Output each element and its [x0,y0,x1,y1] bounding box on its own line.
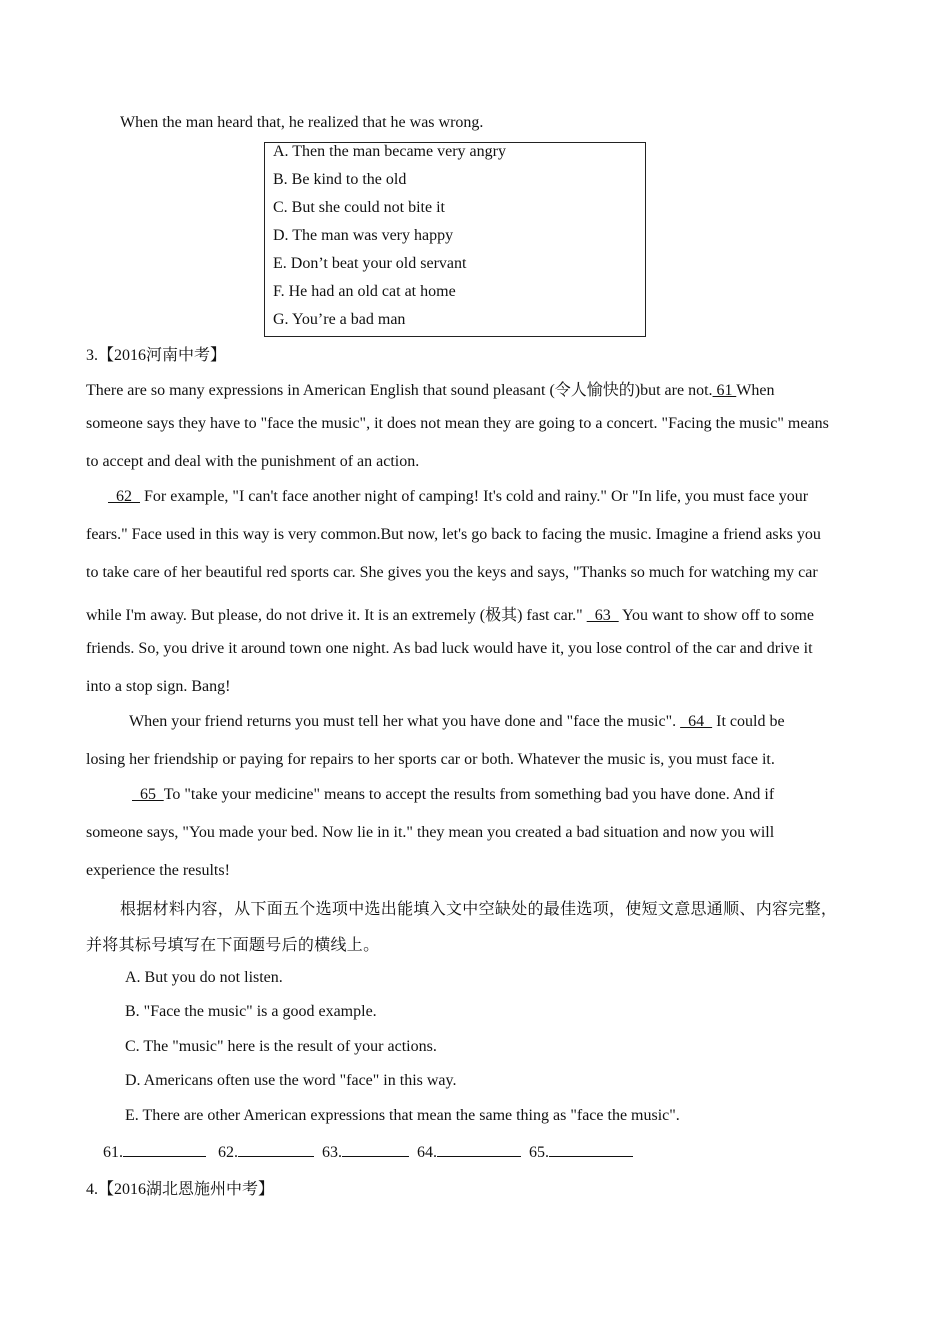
answer-blank-63[interactable] [342,1142,409,1157]
passage-line: 62 For example, "I can't face another night of camping! It's cold and rainy." Or "In life, you must face your [108,488,809,505]
passage-line: someone says they have to "face the music", it does not mean they are going to a concert. "Facing the music" means [86,415,829,432]
passage-line: fears." Face used in this way is very common.But now, let's go back to facing the music. Imagine a friend asks you [86,526,821,543]
passage-line: to accept and deal with the punishment of an action. [86,453,420,470]
box-option: B. Be kind to the old [273,171,407,188]
box-option: D. The man was very happy [273,227,454,244]
passage-line: experience the results! [86,862,230,879]
answer-option: B. "Face the music" is a good example. [125,1003,377,1020]
answer-option: C. The "music" here is the result of your actions. [125,1038,437,1055]
box-option: E. Don’t beat your old servant [273,255,467,272]
passage-line: someone says, "You made your bed. Now lie in it." they mean you created a bad situation and now you will [86,824,775,841]
answer-blanks: 61. 62. 63. 64. 65. [103,1142,633,1162]
passage-line: while I'm away. But please, do not drive it. It is an extremely (极其) fast car." 63 You want to show off to some [86,607,814,624]
blank-63: 63 [586,607,619,624]
answer-option: D. Americans often use the word "face" in this way. [125,1072,457,1089]
passage-line: When your friend returns you must tell her what you have done and "face the music". 64 It could be [129,713,785,730]
passage-line: to take care of her beautiful red sports car. She gives you the keys and says, "Thanks so much for watching my car [86,564,818,581]
question-4-heading: 4.【2016湖北恩施州中考】 [86,1181,275,1198]
blank-64: 64 [680,713,713,730]
box-option: G. You’re a bad man [273,311,406,328]
passage-line: into a stop sign. Bang! [86,678,231,695]
answer-option: A. But you do not listen. [125,969,283,986]
passage-line: friends. So, you drive it around town one night. As bad luck would have it, you lose control of the car and drive it [86,640,813,657]
passage-line: There are so many expressions in American English that sound pleasant (令人愉快的)but are not. 61 When [86,382,775,399]
instructions: 根据材料内容，从下面五个选项中选出能填入文中空缺处的最佳选项，使短文意思通顺、内容完整， [120,901,838,918]
answer-blank-61[interactable] [123,1142,206,1157]
answer-blank-65[interactable] [549,1142,633,1157]
passage-line: 65 To "take your medicine" means to accept the results from something bad you have done. And if [132,786,775,803]
box-option: F. He had an old cat at home [273,283,456,300]
question-3-heading: 3.【2016河南中考】 [86,347,227,364]
intro-sentence: When the man heard that, he realized that he was wrong. [120,114,484,131]
answer-blank-62[interactable] [238,1142,314,1157]
blank-62: 62 [108,488,140,505]
instructions: 并将其标号填写在下面题号后的横线上。 [86,937,380,954]
answer-blank-64[interactable] [437,1142,521,1157]
passage-line: losing her friendship or paying for repairs to her sports car or both. Whatever the music is, you must face it. [86,751,775,768]
box-option: C. But she could not bite it [273,199,445,216]
blank-65: 65 [132,786,164,803]
box-option: A. Then the man became very angry [273,143,506,160]
blank-61: 61 [712,382,737,399]
answer-option: E. There are other American expressions that mean the same thing as "face the music". [125,1107,680,1124]
